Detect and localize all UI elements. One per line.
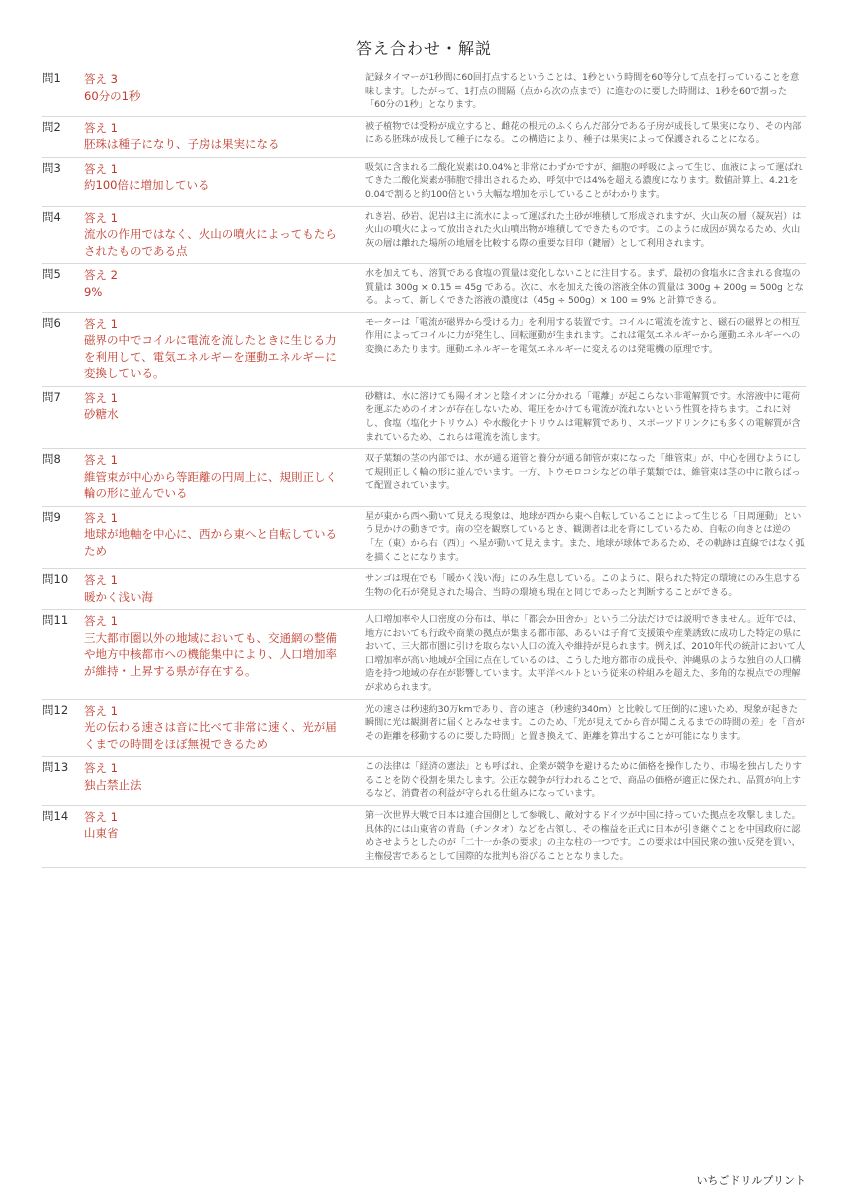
- explanation-text: サンゴは現在でも「暖かく浅い海」にのみ生息している。このように、限られた特定の環境にのみ生息する生物の化石が発見された場合、当時の環境も現在と同じであったと判断することができる。: [365, 573, 801, 598]
- qa-row-13: [42, 757, 806, 806]
- answer-block: [84, 572, 346, 605]
- explanation-text: モーターは「電流が磁界から受ける力」を利用する装置です。コイルに電流を流すと、磁石の磁界との相互作用によってコイルに力が発生し、回転運動が生まれます。これは電気エネルギーから運動エネルギーへの変換にあたります。運動エネルギーを電気エネルギーに変えるのは発電機の原理です。: [365, 316, 801, 356]
- explanation-text: 吸気に含まれる二酸化炭素は0.04%と非常にわずかですが、細胞の呼吸によって生じ、血液によって運ばれてきた二酸化炭素が肺胞で排出されるため、呼気中では4%を超える濃度になります。数値計算上、4.21を0.04で割ると約100倍という大幅な増加を示していることがわかります。: [365, 161, 803, 200]
- answer-text: 砂糖水: [84, 407, 119, 422]
- explanation-text: この法律は「経済の憲法」とも呼ばれ、企業が競争を避けるために価格を操作したり、市場を独占したりすることを防ぐ役割を果たします。公正な競争が行われることで、商品の価格が適正に保たれ、品質が向上するなど、消費者の利益が守られる仕組みになっています。: [365, 761, 802, 800]
- answer-choice: 答え 1: [84, 316, 118, 331]
- answer-text: 山東省: [84, 826, 119, 841]
- answer-block: [84, 452, 346, 502]
- question-number: 問6: [42, 315, 61, 330]
- qa-row-11: [42, 610, 806, 700]
- answer-choice: 答え 1: [84, 510, 118, 525]
- answer-block: [84, 120, 346, 153]
- answer-block: [84, 210, 346, 260]
- question-number: 問4: [42, 209, 61, 224]
- explanation-text: 被子植物では受粉が成立すると、雌花の根元のふくらんだ部分である子房が成長して果実になり、その内部にある胚珠が成長して種子になる。この構造により、種子は果実によって保護されることになる。: [365, 120, 802, 146]
- qa-row-6: [42, 313, 806, 387]
- answer-block: [84, 703, 346, 753]
- answer-block: [84, 809, 346, 863]
- answer-text: 流水の作用ではなく、火山の噴火によってもたらされたものである点: [84, 227, 337, 258]
- qa-row-12: [42, 700, 806, 758]
- explanation-text: 砂糖は、水に溶けても陽イオンと陰イオンに分かれる「電離」が起こらない非電解質です。水溶液中に電荷を運ぶためのイオンが存在しないため、電圧をかけても電流が流れないという性質を持ちます。これに対し、食塩（塩化ナトリウム）や水酸化ナトリウムは電解質であり、スポーツドリンクにも多くの電解質が含まれているため、これらは電流を流します。: [365, 390, 801, 443]
- answer-block: [84, 161, 346, 202]
- question-number: 問9: [42, 509, 61, 524]
- answer-text: 胚珠は種子になり、子房は果実になる: [84, 137, 280, 152]
- answer-choice: 答え 1: [84, 614, 118, 629]
- answer-text: 60分の1秒: [84, 88, 141, 103]
- explanation-text: 光の速さは秒速約30万kmであり、音の速さ（秒速約340m）と比較して圧倒的に速いため、現象が起きた瞬間に光は観測者に届くとみなせます。このため、「光が見えてから音が聞こえるまでの時間の差」を「音がその距離を移動するのに要した時間」と置き換えて、距離を算出することが可能になります。: [365, 703, 805, 742]
- answer-choice: 答え 1: [84, 120, 118, 135]
- answer-list: [42, 68, 806, 868]
- answer-block: [84, 390, 346, 444]
- answer-text: 約100倍に増加している: [84, 178, 210, 193]
- qa-row-14: [42, 806, 806, 868]
- answer-text: 磁界の中でコイルに電流を流したときに生じる力を利用して、電気エネルギーを運動エネルギーに変換している。: [84, 333, 337, 381]
- question-number: 問10: [42, 572, 69, 587]
- qa-row-7: [42, 387, 806, 449]
- answer-text: 三大都市圏以外の地域においても、交通網の整備や地方中核都市への機能集中により、人口増加率が維持・上昇する県が存在する。: [84, 630, 337, 678]
- explanation-text: 記録タイマーが1秒間に60回打点するということは、1秒という時間を60等分して点を打っていることを意味します。したがって、1打点の間隔（点から次の点まで）に進むのに要した時間は、1秒を60で割った「60分の1秒」となります。: [365, 72, 800, 111]
- answer-choice: 答え 1: [84, 573, 118, 588]
- answer-choice: 答え 1: [84, 161, 118, 176]
- answer-choice: 答え 1: [84, 809, 118, 824]
- question-number: 問5: [42, 267, 61, 282]
- answer-text: 9%: [84, 284, 103, 299]
- answer-block: [84, 267, 346, 308]
- answer-choice: 答え 2: [84, 268, 118, 283]
- answer-block: [84, 510, 346, 564]
- question-number: 問1: [42, 71, 61, 85]
- question-number: 問14: [42, 808, 69, 823]
- page-title: 答え合わせ・解説: [355, 39, 492, 58]
- qa-row-1: [42, 68, 806, 117]
- explanation-text: 人口増加率や人口密度の分布は、単に「都会か田舎か」という二分法だけでは説明できません。近年では、地方においても行政や商業の拠点が集まる都市部、あるいは子育て支援策や産業誘致に成功した特定の県において、三大都市圏に引けを取らない人口の流入や維持が見られます。例えば、2010年代の統計において人口増加率が高い地域が全国に点在しているのは、こうした地方都市の成長や、沖縄県のような独自の人口構造を持つ地域の存在が影響しています。太平洋ベルトという従来の枠組みを超えた、多角的な視点での理解が求められます。: [365, 614, 806, 694]
- answer-text: 独占禁止法: [84, 777, 142, 792]
- qa-row-5: [42, 264, 806, 313]
- answer-block: [84, 613, 346, 695]
- answer-text: 光の伝わる速さは音に比べて非常に速く、光が届くまでの時間をほぼ無視できるため: [84, 720, 337, 751]
- answer-block: [84, 316, 346, 382]
- question-number: 問12: [42, 702, 69, 717]
- qa-row-9: [42, 507, 806, 569]
- question-number: 問7: [42, 389, 61, 404]
- question-number: 問3: [42, 160, 61, 175]
- answer-text: 暖かく浅い海: [84, 589, 153, 604]
- qa-row-10: [42, 569, 806, 610]
- answer-choice: 答え 3: [84, 72, 118, 86]
- qa-row-3: [42, 158, 806, 207]
- answer-text: 維管束が中心から等距離の円周上に、規則正しく輪の形に並んでいる: [84, 469, 337, 501]
- answer-block: [84, 71, 346, 112]
- explanation-text: 双子葉類の茎の内部では、水が通る道管と養分が通る師管が束になった「維管束」が、中心を囲むようにして規則正しく輪の形に並んでいます。一方、トウモロコシなどの単子葉類では、維管束は茎の中に散らばって配置されています。: [365, 453, 802, 492]
- question-number: 問11: [42, 613, 69, 628]
- explanation-text: 星が東から西へ動いて見える現象は、地球が西から東へ自転していることによって生じる「日周運動」という見かけの動きです。南の空を観察しているとき、観測者は北を背にしているため、自転の向きとは逆の「左（東）から右（西）」へ星が動いて見えます。また、地球が球体であるため、その軌跡は直線ではなく弧を描くことになります。: [365, 510, 805, 563]
- answer-choice: 答え 1: [84, 703, 118, 718]
- qa-row-2: [42, 117, 806, 158]
- answer-choice: 答え 1: [84, 761, 118, 776]
- explanation-text: 水を加えても、溶質である食塩の質量は変化しないことに注目する。まず、最初の食塩水に含まれる食塩の質量は 300g × 0.15 = 45g である。次に、水を加えた後の溶液全体の質量は 300g + 200g = 500g となる。よって、新しくできた溶液の濃度は（45g ÷ 500g）× 100 = 9% と計算できる。: [365, 268, 804, 307]
- qa-row-4: [42, 207, 806, 265]
- question-number: 問13: [42, 760, 69, 775]
- question-number: 問2: [42, 119, 61, 134]
- answer-choice: 答え 1: [84, 390, 118, 405]
- explanation-text: 第一次世界大戦で日本は連合国側として参戦し、敵対するドイツが中国に持っていた拠点を攻撃しました。具体的には山東省の青島（チンタオ）などを占領し、その権益を正式に日本が引き継ぐことを中国政府に認めさせようとしたのが「二十一か条の要求」の主な柱の一つです。この要求は中国民衆の強い反発を買い、主権侵害であるとして国際的な批判も浴びることとなりました。: [365, 809, 801, 862]
- qa-row-8: [42, 449, 806, 507]
- explanation-text: れき岩、砂岩、泥岩は主に流水によって運ばれた土砂が堆積して形成されますが、火山灰の層（凝灰岩）は火山の噴火によって放出された火山噴出物が堆積してできたものです。このように成因が異なるため、火山灰の層は離れた場所の地層を比較する際の重要な目印（鍵層）として利用されます。: [365, 210, 802, 249]
- footer-brand: いちごドリルプリント: [696, 1174, 806, 1187]
- answer-choice: 答え 1: [84, 210, 118, 225]
- question-number: 問8: [42, 452, 61, 467]
- answer-choice: 答え 1: [84, 453, 118, 468]
- answer-text: 地球が地軸を中心に、西から東へと自転しているため: [84, 527, 337, 558]
- answer-block: [84, 760, 346, 801]
